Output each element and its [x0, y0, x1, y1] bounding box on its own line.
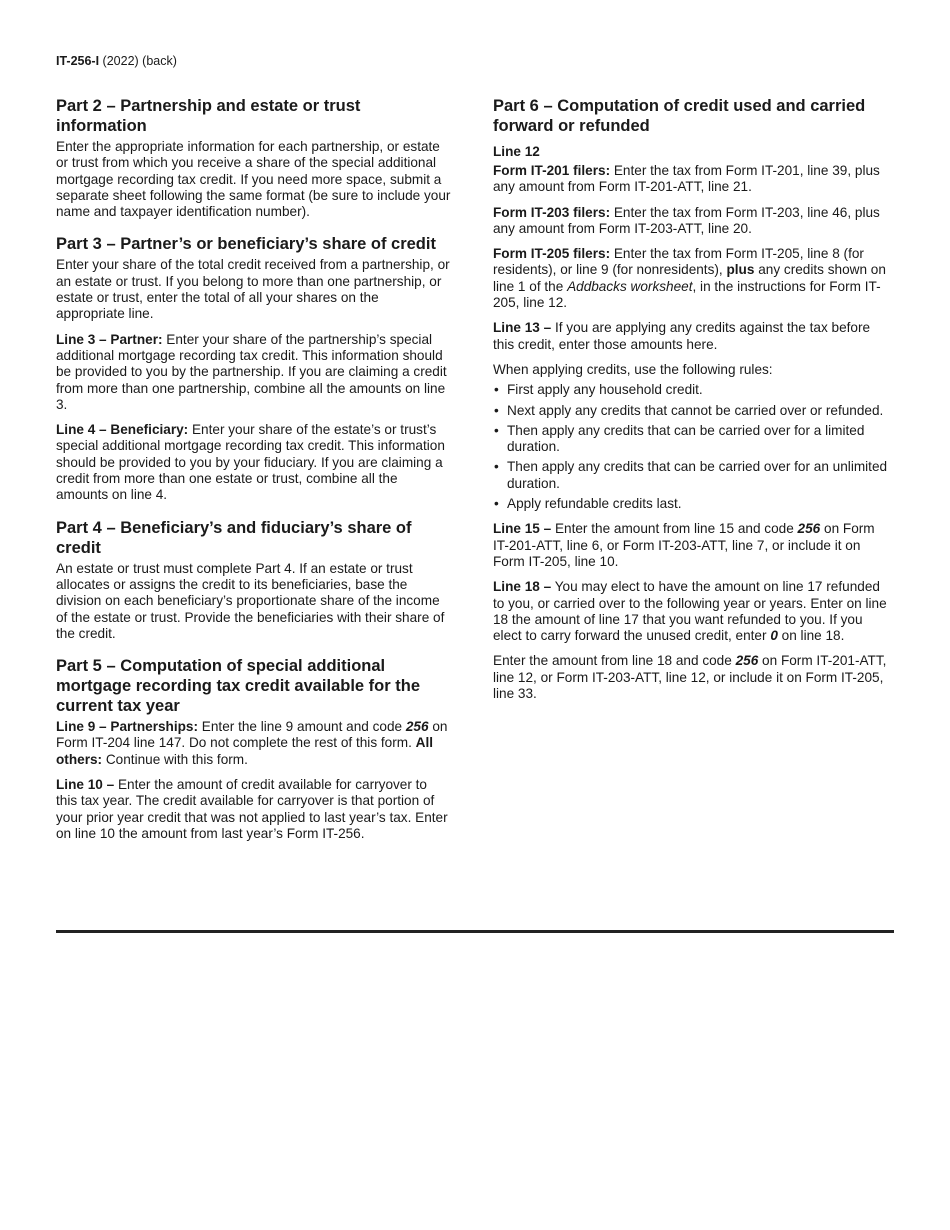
- it205-text-a: Enter the tax from Form IT-205, line 8 (for residents), or line 9 (for nonresidents),: [493, 246, 864, 278]
- it201-paragraph: [493, 163, 888, 196]
- part3-text: Enter your share of the total credit received from a partnership, or an estate or trust. If you belong to more than one partnership, or estate or trust, enter the total of all your shares on the appropriate line.: [56, 257, 450, 322]
- it205-label: Form IT-205 filers:: [493, 246, 611, 262]
- line15-label: Line 15 –: [493, 521, 552, 537]
- line10-text: Enter the amount of credit available for carryover to this tax year. The credit available for carryover is that portion of your prior year credit that was not applied to last year’s tax. Enter on line 10 the amount from last year’s Form IT-256.: [56, 777, 448, 841]
- rules-intro: When applying credits, use the following rules:: [493, 361, 773, 377]
- line4-label: Line 4 – Beneficiary:: [56, 422, 189, 438]
- final-paragraph: [493, 653, 888, 702]
- line9-text-b: on Form IT-204 line 147. Do not complete the rest of this form.: [56, 719, 448, 751]
- part4-text: An estate or trust must complete Part 4. If an estate or trust allocates or assigns the credit to its beneficiaries, base the division on each beneficiary’s proportionate share of the income of the estate or trust. Provide the beneficiaries with their share of the credit.: [56, 560, 445, 641]
- part6-title: Part 6 – Computation of credit used and carried forward or refunded: [493, 97, 866, 135]
- part3-section: [56, 234, 451, 503]
- part4-title: Part 4 – Beneficiary’s and fiduciary’s share of credit: [56, 518, 412, 557]
- part5-section: [56, 656, 451, 842]
- line12-heading: Line 12: [493, 144, 540, 159]
- it201-label: Form IT-201 filers:: [493, 163, 611, 178]
- it205-paragraph: [493, 246, 888, 311]
- rule-item: • First apply any household credit.: [493, 382, 888, 398]
- line9-label: Line 9 – Partnerships:: [56, 719, 199, 735]
- line9-text-c: Continue with this form.: [102, 751, 248, 767]
- it205-text-b: any credits shown on line 1 of the: [493, 262, 886, 294]
- form-number: IT-256-I: [56, 54, 100, 68]
- right-column: [493, 96, 888, 711]
- final-text-b: on Form IT-201-ATT, line 12, or Form IT-203-ATT, line 12, or include it on Form IT-205, line 33.: [493, 653, 887, 702]
- part4-section: [56, 518, 451, 642]
- it203-paragraph: [493, 205, 888, 238]
- part3-title: Part 3 – Partner’s or beneficiary’s share of credit: [56, 235, 436, 254]
- final-code: 256: [735, 653, 759, 669]
- line13-text: If you are applying any credits against the tax before this credit, enter those amounts here.: [493, 320, 871, 352]
- rule-item: • Then apply any credits that can be carried over for a limited duration.: [493, 423, 888, 456]
- part5-title: Part 5 – Computation of special additional mortgage recording tax credit available for the current tax year: [56, 657, 421, 716]
- it201-text: Enter the tax from Form IT-201, line 39, plus any amount from Form IT-201-ATT, line 21.: [493, 163, 880, 195]
- page-header: [56, 54, 177, 68]
- line18-zero: 0: [770, 628, 778, 644]
- line18-paragraph: [493, 579, 888, 644]
- addbacks-worksheet: Addbacks worksheet: [567, 278, 693, 294]
- rule-item: • Next apply any credits that cannot be carried over or refunded.: [493, 403, 888, 419]
- line10-paragraph: [56, 777, 451, 842]
- form-year: (2022) (back): [99, 54, 177, 68]
- line3-label: Line 3 – Partner:: [56, 331, 163, 347]
- line9-paragraph: [56, 719, 451, 768]
- it203-text: Enter the tax from Form IT-203, line 46, plus any amount from Form IT-203-ATT, line 20.: [493, 204, 880, 236]
- part2-section: [56, 96, 451, 220]
- it203-label: Form IT-203 filers:: [493, 204, 611, 220]
- line18-label: Line 18 –: [493, 579, 552, 595]
- rule-item: • Apply refundable credits last.: [493, 496, 888, 512]
- line15-text-b: on Form IT-201-ATT, line 6, or Form IT-203-ATT, line 7, or include it on Form IT-205, line 10.: [493, 521, 875, 569]
- part2-title: Part 2 – Partnership and estate or trust information: [56, 97, 361, 135]
- line13-paragraph: [493, 320, 888, 353]
- line13-label: Line 13 –: [493, 320, 552, 336]
- line18-text-b: on line 18.: [777, 628, 845, 644]
- line10-label: Line 10 –: [56, 777, 115, 793]
- page-divider: [56, 930, 894, 933]
- rules-list: [493, 382, 888, 512]
- line9-others-label: All others:: [56, 735, 434, 767]
- final-text-a: Enter the amount from line 18 and code: [493, 653, 736, 669]
- line4-text: Enter your share of the estate’s or trust’s special additional mortgage recording tax credit. This information should be provided to you by your fiduciary. If you are claiming a credit from more than one estate or trust, combine all the amounts on line 4.: [56, 422, 445, 503]
- it205-plus: plus: [726, 262, 755, 278]
- line3-paragraph: [56, 332, 451, 413]
- it205-text-c: , in the instructions for Form IT-205, line 12.: [493, 278, 881, 311]
- line9-text-a: Enter the line 9 amount and code: [198, 719, 406, 735]
- rule-item: • Then apply any credits that can be carried over for an unlimited duration.: [493, 459, 888, 492]
- line18-text-a: You may elect to have the amount on line 17 refunded to you, or carried over to the following year or years. Enter on line 18 the amount of line 17 that you want refunded to you. If you elect to carry forward the unused credit, enter: [493, 579, 887, 644]
- part2-text: Enter the appropriate information for each partnership, or estate or trust from which you receive a share of the special additional mortgage recording tax credit. If you need more space, submit a separate sheet following the same format (be sure to include your name and taxpayer identification number).: [56, 139, 451, 220]
- line9-code: 256: [405, 719, 429, 735]
- line3-text: Enter your share of the partnership’s special additional mortgage recording tax credit. This information should be provided to you by the partnership. If you are claiming a credit from more than one partnership, combine all the amounts on line 3.: [56, 331, 447, 412]
- line15-text-a: Enter the amount from line 15 and code: [551, 521, 798, 537]
- line15-code: 256: [797, 521, 821, 537]
- left-column: [56, 96, 451, 856]
- line4-paragraph: [56, 422, 451, 503]
- line15-paragraph: [493, 521, 888, 570]
